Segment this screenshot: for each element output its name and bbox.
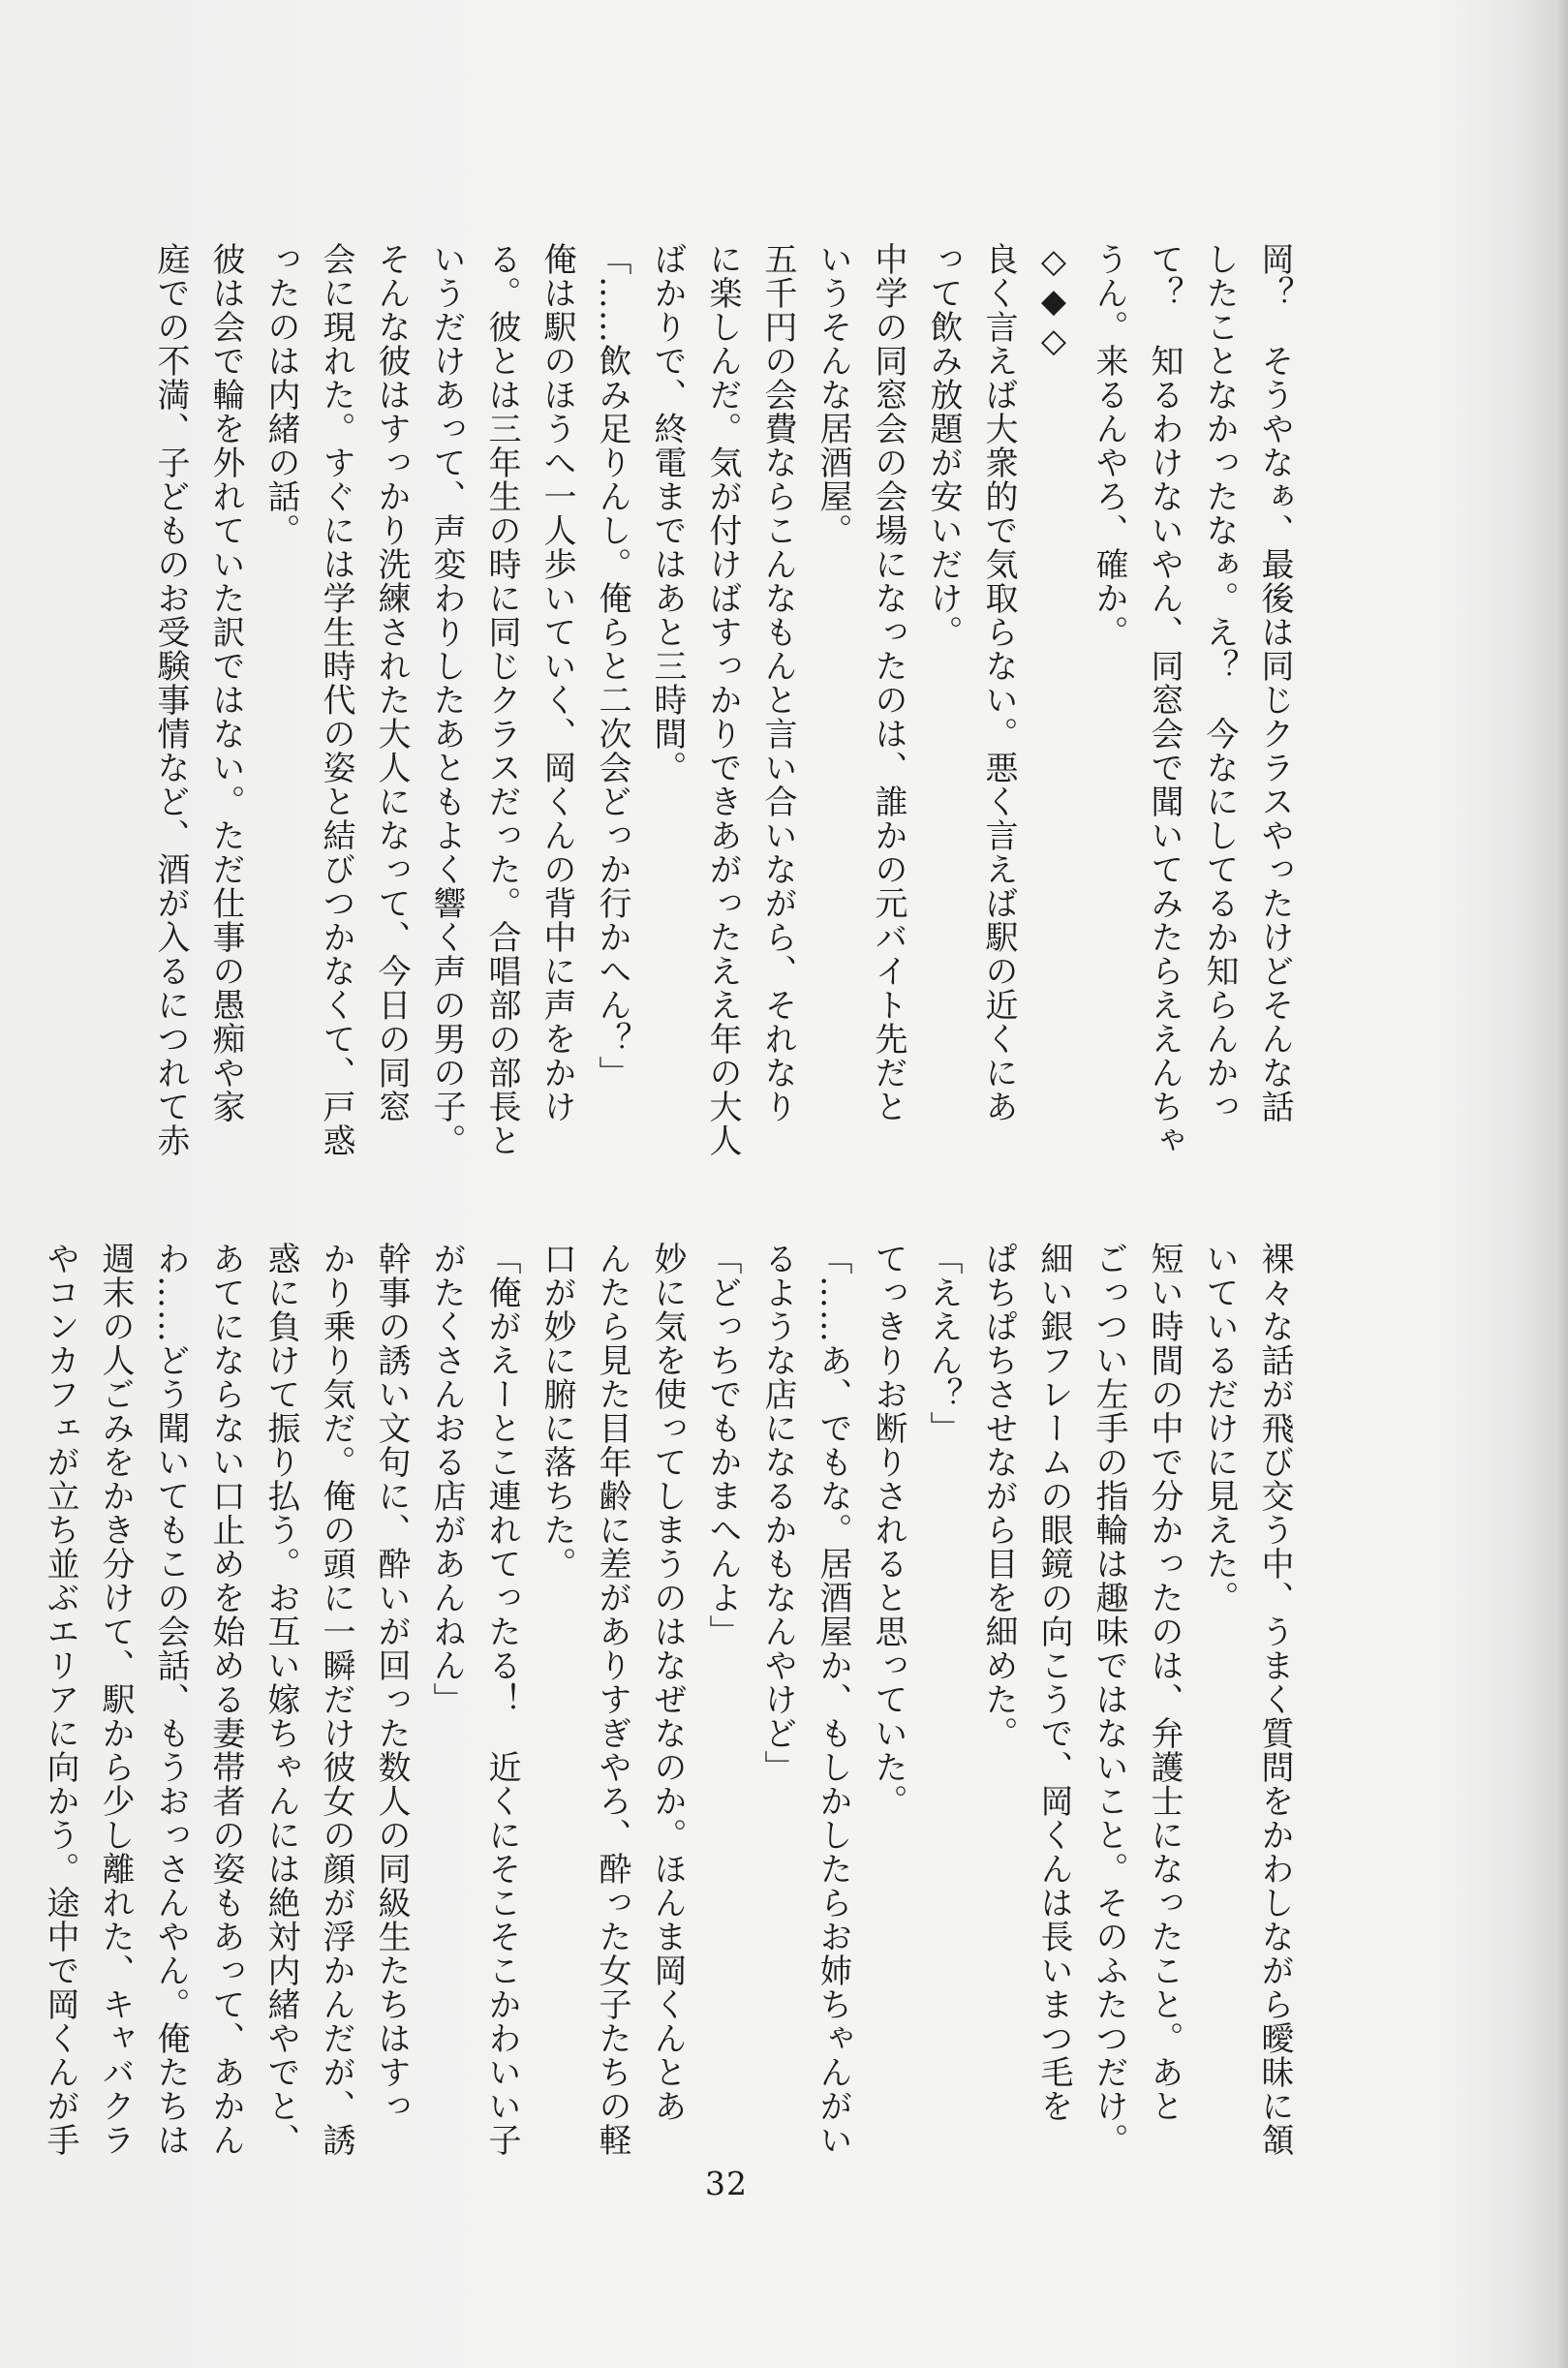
text-line: 五千円の会費ならこんなもんと言い合いながら、それなり (758, 242, 797, 1123)
text-line: したことなかったなぁ。え？ 今なにしてるか知らんかっ (1200, 242, 1239, 1123)
text-line: 幹事の誘い文句に、酔いが回った数人の同級生たちはすっ (372, 1242, 411, 2123)
text-line: 「どっちでもかまへんよ」 (703, 1242, 742, 1648)
text-line: 「ええん？」 (924, 1242, 963, 1445)
text-line: 岡？ そうやなぁ、最後は同じクラスやったけどそんな話 (1255, 242, 1294, 1123)
text-line: ごっつい左手の指輪は趣味ではないこと。そのふたつだけ。 (1090, 1242, 1128, 2157)
text-line: 庭での不満、子どものお受験事情など、酒が入るにつれて赤 (151, 242, 190, 1157)
text-line: うん。来るんやろ、確か。 (1090, 242, 1128, 649)
text-line: 会に現れた。すぐには学生時代の姿と結びつかなくて、戸惑 (317, 242, 355, 1157)
text-line: ばかりで、終電まではあと三時間。 (648, 242, 687, 784)
text-line: んたら見た目年齢に差がありすぎやろ、酔った女子たちの軽 (593, 1242, 631, 2157)
text-line: 細い銀フレームの眼鏡の向こうで、岡くんは長いまつ毛を (1034, 1242, 1073, 2123)
text-line: 週末の人ごみをかき分けて、駅から少し離れた、キャバクラ (96, 1242, 135, 2157)
text-line: 彼は会で輪を外れていた訳ではない。ただ仕事の愚痴や家 (206, 242, 245, 1123)
text-line: 「……飲み足りんし。俺らと二次会どっか行かへん？」 (593, 242, 631, 1090)
text-line: 俺は駅のほうへ一人歩いていく、岡くんの背中に声をかけ (538, 242, 576, 1123)
text-line: 妙に気を使ってしまうのはなぜなのか。ほんま岡くんとあ (648, 1242, 687, 2123)
text-line: そんな彼はすっかり洗練された大人になって、今日の同窓 (372, 242, 411, 1123)
page-number: 32 (705, 2165, 748, 2202)
bottom-text-block (32, 1242, 1302, 2191)
text-line: いうそんな居酒屋。 (814, 242, 852, 547)
text-line: 中学の同窓会の会場になったのは、誰かの元バイト先だと (869, 242, 907, 1123)
text-line: 裸々な話が飛び交う中、うまく質問をかわしながら曖昧に頷 (1255, 1242, 1294, 2157)
text-line: 短い時間の中で分かったのは、弁護士になったこと。あと (1145, 1242, 1184, 2123)
text-line: って飲み放題が安いだけ。 (924, 242, 963, 649)
text-line: 「……あ、でもな。居酒屋か、もしかしたらお姉ちゃんがい (814, 1242, 852, 2157)
text-line: 良く言えば大衆的で気取らない。悪く言えば駅の近くにあ (979, 242, 1018, 1123)
text-line: る。彼とは三年生の時に同じクラスだった。合唱部の部長と (482, 242, 521, 1157)
text-line: 惑に負けて振り払う。お互い嫁ちゃんには絶対内緒やでと、 (261, 1242, 300, 2157)
text-line: ったのは内緒の話。 (261, 242, 300, 547)
text-line: かり乗り気だ。俺の頭に一瞬だけ彼女の顔が浮かんだが、誘 (317, 1242, 355, 2157)
text-line: わ……どう聞いてもこの会話、もうおっさんやん。俺たちは (151, 1242, 190, 2157)
text-line: あてにならない口止めを始める妻帯者の姿もあって、あかん (206, 1242, 245, 2157)
text-line: るような店になるかもなんやけど」 (758, 1242, 797, 1784)
text-line: に楽しんだ。気が付けばすっかりできあがったええ年の大人 (703, 242, 742, 1157)
text-line: 「俺がえーとこ連れてったる！ 近くにそこそこかわいい子 (482, 1242, 521, 2157)
text-line: て？ 知るわけないやん、同窓会で聞いてみたらええんちゃ (1145, 242, 1184, 1157)
text-line: てっきりお断りされると思っていた。 (869, 1242, 907, 1818)
text-line: ぱちぱちさせながら目を細めた。 (979, 1242, 1018, 1750)
text-line: がたくさんおる店があんねん」 (427, 1242, 466, 1716)
text-line: 口が妙に腑に落ちた。 (538, 1242, 576, 1581)
text-line: いているだけに見えた。 (1200, 1242, 1239, 1615)
section-break-ornament: ◇◆◇ (1034, 242, 1073, 361)
text-line: やコンカフェが立ち並ぶエリアに向かう。途中で岡くんが手 (41, 1242, 79, 2157)
text-line: いうだけあって、声変わりしたあともよく響く声の男の子。 (427, 242, 466, 1157)
top-text-block (142, 242, 1302, 1191)
page-edge-shadow (1554, 0, 1568, 2368)
